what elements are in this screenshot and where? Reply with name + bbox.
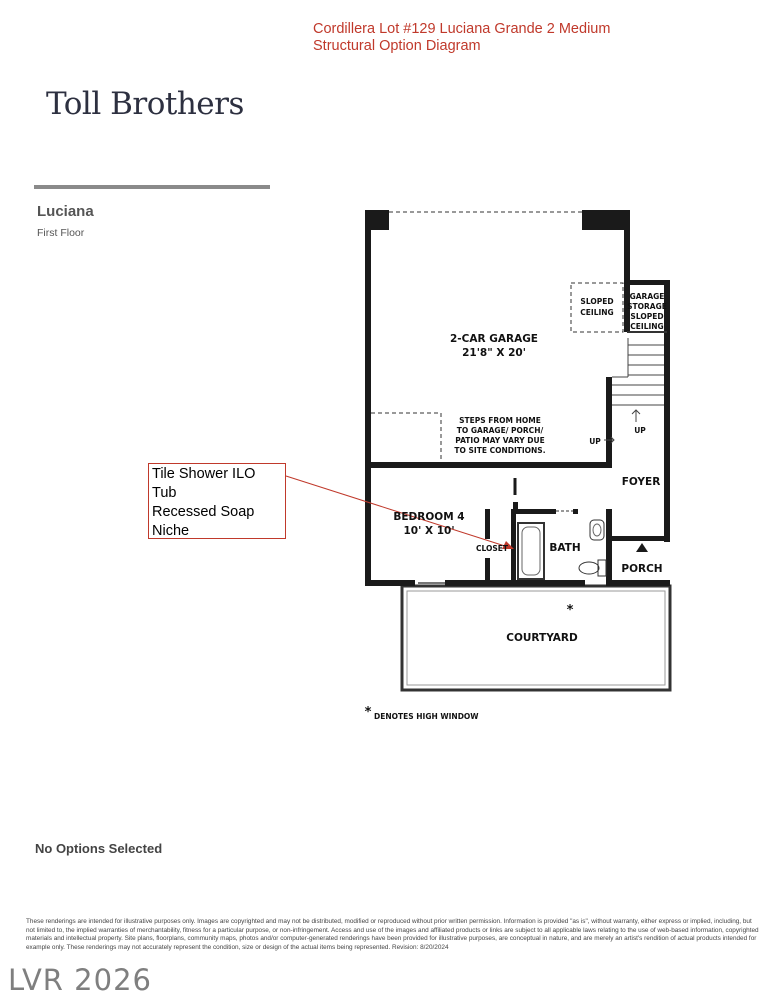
callout-line-1: Tile Shower ILO xyxy=(152,466,256,482)
garage-label: 2-CAR GARAGE xyxy=(450,333,538,345)
high-window-mark: * xyxy=(566,603,574,618)
steps-note-4: TO SITE CONDITIONS. xyxy=(454,446,546,455)
garage-storage-label: GARAGE xyxy=(629,292,665,301)
sloped-ceiling-label: SLOPED xyxy=(580,297,614,306)
callout-line-2: Tub xyxy=(152,485,177,501)
title-line-2: Structural Option Diagram xyxy=(313,38,481,54)
legend-text: DENOTES HIGH WINDOW xyxy=(374,712,479,721)
sloped-ceiling-label-2: CEILING xyxy=(580,308,614,317)
up-label-steps: UP xyxy=(589,437,601,446)
legal-disclaimer: These renderings are intended for illustrative purposes only. Images are copyrighted and may not be distributed, modified or reproduced without prior written permission. Information is provided "as is", without warranty, either express or implied, including, but not limited to, the implied warranties of merchantability, fitness for a particular purpose, or non-infringement. Access and use of the images and affiliated products or links are subject to all applicable laws relating to the use of web-based information, copyrighted materials and intellectual property. Site plans, floorplans, community maps, photos and/or computer-generated renderings have been provided for illustrative purposes, are conceptual in nature, and are merely an artist's rendition of actual products intended for example only. These renderings may not accurately represent the condition, size or design of the actual items being represented. Revision: 8/20/2024 xyxy=(26,918,759,951)
legend-mark: * xyxy=(364,705,372,720)
bedroom-label: BEDROOM 4 xyxy=(393,511,465,523)
entry-marker xyxy=(636,543,648,552)
courtyard-label: COURTYARD xyxy=(506,632,578,644)
title-line-1: Cordillera Lot #129 Luciana Grande 2 Medium xyxy=(313,21,611,37)
callout-line-3: Recessed Soap xyxy=(152,504,255,520)
sink-basin xyxy=(593,524,601,536)
toll-brothers-logo: Toll Brothers xyxy=(46,86,244,122)
garage-dims: 21'8" X 20' xyxy=(462,347,526,359)
foyer-label: FOYER xyxy=(621,476,661,488)
plan-name: Luciana xyxy=(37,203,94,220)
porch-label: PORCH xyxy=(621,563,663,575)
steps-note-1: STEPS FROM HOME xyxy=(459,416,541,425)
steps-note-3: PATIO MAY VARY DUE xyxy=(455,436,545,445)
toilet-bowl xyxy=(579,562,599,574)
garage-bedroom-wall xyxy=(365,462,612,468)
floor-name: First Floor xyxy=(37,227,85,239)
watermark: LVR 2026 xyxy=(8,963,152,997)
steps-area xyxy=(371,413,441,461)
bedroom-dims: 10' X 10' xyxy=(403,525,455,537)
storage-sloped-label: SLOPED xyxy=(630,312,664,321)
storage-sloped-label-2: CEILING xyxy=(630,322,664,331)
callout-line-4: Niche xyxy=(152,523,190,539)
sink-fixture xyxy=(590,520,604,540)
steps-note-2: TO GARAGE/ PORCH/ xyxy=(456,426,544,435)
closet-label: CLOSET xyxy=(475,544,509,553)
options-status: No Options Selected xyxy=(35,841,163,856)
garage-storage-label-2: STORAGE xyxy=(627,302,667,311)
up-label-stairs: UP xyxy=(634,426,646,435)
option-callout-box xyxy=(148,463,286,539)
bath-label: BATH xyxy=(549,542,581,554)
